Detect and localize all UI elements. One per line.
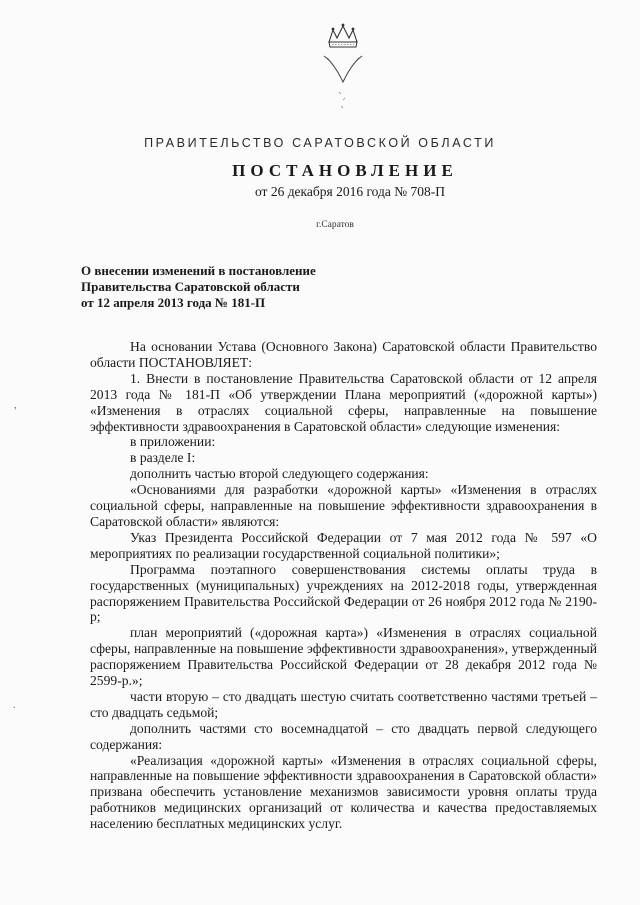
body-paragraph: дополнить частью второй следующего содержания:: [130, 466, 429, 482]
document-date-number: от 26 декабря 2016 года № 708-П: [254, 184, 446, 199]
government-name: ПРАВИТЕЛЬСТВО САРАТОВСКОЙ ОБЛАСТИ: [144, 136, 496, 150]
document-city: г.Саратов: [316, 220, 354, 230]
document-subject: [81, 263, 316, 311]
body-paragraph: Программа поэтапного совершенствования системы оплаты труда в государственных (муниципальных) учреждениях на 2012-2018 годы, утвержденная распоряжением Правительства Российской Федерации от 26 ноября 2012 года № 2190-р;: [90, 561, 597, 625]
document-body: [90, 339, 597, 832]
body-paragraph: в разделе I:: [130, 450, 196, 466]
subject-line: от 12 апреля 2013 года № 181-П: [81, 295, 266, 310]
body-paragraph: дополнить частями сто восемнадцатой – сто двадцать первой следующего содержания:: [90, 720, 597, 752]
body-paragraph: план мероприятий («дорожная карта») «Изменения в отраслях социальной сферы, направленные на повышение эффективности здравоохранения», утвержденный распоряжением Правительства Российской Федерации от 28 декабря 2012 года № 2599-р.»;: [90, 625, 597, 689]
body-paragraph: На основании Устава (Основного Закона) Саратовской области Правительство области ПОСТАНОВЛЯЕТ:: [90, 339, 597, 370]
body-paragraph: «Реализация «дорожной карты» «Изменения в отраслях социальной сферы, направленные на повышение эффективности здравоохранения в Саратовской области» призвана обеспечить установление механизмов зависимости уровня оплаты труда работников медицинских организаций от количества и качества предоставляемых населению бесплатных медицинских услуг.: [90, 752, 597, 832]
body-paragraph: «Основаниями для разработки «дорожной карты» «Изменения в отраслях социальной сферы, направленные на повышение эффективности здравоохранения в Саратовской области» являются:: [90, 482, 597, 529]
scan-margin-mark: ,: [14, 400, 17, 411]
subject-line: О внесении изменений в постановление: [81, 263, 316, 278]
subject-line: Правительства Саратовской области: [81, 279, 300, 294]
coat-of-arms-emblem: [315, 20, 371, 120]
scan-margin-mark: .: [13, 700, 16, 711]
body-paragraph: 1. Внести в постановление Правительства Саратовской области от 12 апреля 2013 года № 181-П «Об утверждении Плана мероприятий («дорожной карты») «Изменения в отраслях социальной сферы, направленные на повышение эффективности здравоохранения в Саратовской области» следующие изменения:: [90, 370, 597, 434]
body-paragraph: Указ Президента Российской Федерации от 7 мая 2012 года № 597 «О мероприятиях по реализации государственной социальной политики»;: [90, 529, 597, 561]
body-paragraph: в приложении:: [130, 434, 216, 450]
body-paragraph: части вторую – сто двадцать шестую считать соответственно частями третьей – сто двадцать седьмой;: [90, 688, 597, 720]
document-type-title: ПОСТАНОВЛЕНИЕ: [232, 161, 458, 180]
